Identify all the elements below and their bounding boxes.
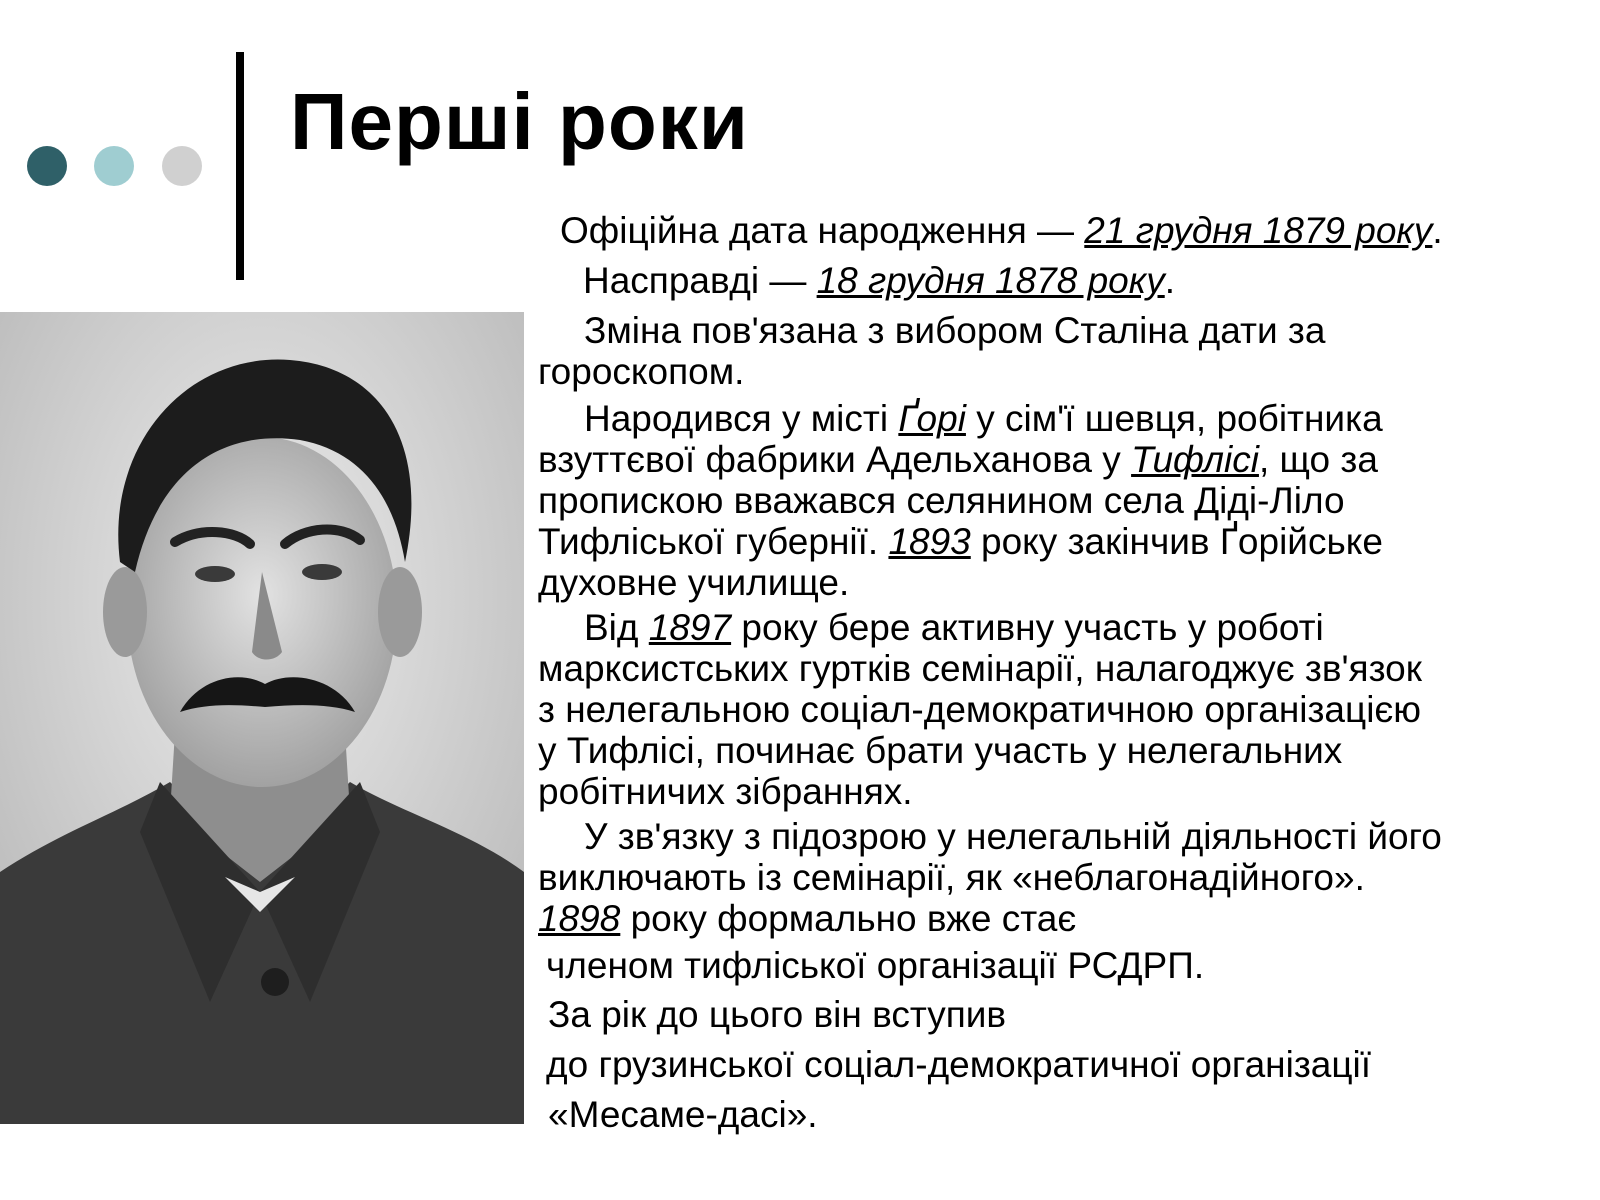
paragraph-year-before: За рік до цього він вступив bbox=[548, 994, 1007, 1035]
text-span: . bbox=[1432, 210, 1443, 251]
text-span: Тифліської губернії. bbox=[538, 521, 889, 562]
paragraph-birth-date bbox=[560, 210, 1600, 251]
portrait-photo bbox=[0, 312, 524, 1124]
text-span: року закінчив Ґорійське bbox=[970, 521, 1383, 562]
text-span: взуттєвої фабрики Адельханова у bbox=[538, 439, 1132, 480]
text-span: року бере активну участь у роботі bbox=[731, 607, 1324, 648]
link-1898[interactable]: 1898 bbox=[538, 898, 621, 939]
paragraph-mesame-dasi: «Месаме-дасі». bbox=[548, 1094, 818, 1135]
link-tiflis[interactable]: Тифлісі bbox=[1131, 439, 1259, 480]
text-span: у Тифлісі, починає брати участь у нелегальних bbox=[538, 730, 1343, 771]
text-span: У зв'язку з підозрою у нелегальній діяльності його bbox=[584, 816, 1442, 857]
paragraph-real-birth-date bbox=[583, 260, 1600, 301]
text-span: виключають із семінарії, як «неблагонадійного». bbox=[538, 857, 1365, 898]
text-span: у сім'ї шевця, робітника bbox=[965, 398, 1383, 439]
link-gori[interactable]: Ґорі bbox=[898, 398, 966, 439]
link-1897[interactable]: 1897 bbox=[648, 607, 732, 648]
text-span: з нелегальною соціал-демократичною організацією bbox=[538, 689, 1422, 730]
text-span: Насправді — bbox=[583, 260, 817, 301]
text-span: Народився у місті bbox=[584, 398, 899, 439]
text-line: Зміна пов'язана з вибором Сталіна дати за bbox=[584, 310, 1326, 351]
decor-dot-light bbox=[94, 146, 134, 186]
paragraph-expulsion bbox=[538, 816, 1583, 939]
link-official-birth-date[interactable]: 21 грудня 1879 року bbox=[1084, 210, 1433, 251]
text-span: Офіційна дата народження — bbox=[560, 210, 1085, 251]
text-line: гороскопом. bbox=[538, 351, 745, 392]
text-span: марксистських гуртків семінарії, налагоджує зв'язок bbox=[538, 648, 1422, 689]
paragraph-marxist-circles bbox=[538, 607, 1583, 812]
decor-dot-grey bbox=[162, 146, 202, 186]
paragraph-birthplace bbox=[538, 398, 1583, 603]
text-span: . bbox=[1164, 260, 1175, 301]
text-span: , що за bbox=[1258, 439, 1378, 480]
text-span: року формально вже стає bbox=[620, 898, 1077, 939]
decor-dot-dark bbox=[27, 146, 67, 186]
paragraph-rsdrp-member: членом тифліської організації РСДРП. bbox=[546, 945, 1205, 986]
paragraph-georgian-org: до грузинської соціал-демократичної організації bbox=[546, 1044, 1372, 1085]
title-divider bbox=[236, 52, 244, 280]
text-span: робітничих зібраннях. bbox=[538, 771, 913, 812]
paragraph-date-change bbox=[538, 310, 1583, 392]
slide-title: Перші роки bbox=[290, 77, 749, 166]
link-real-birth-date[interactable]: 18 грудня 1878 року bbox=[816, 260, 1165, 301]
link-1893[interactable]: 1893 bbox=[888, 521, 971, 562]
text-span: пропискою вважався селянином села Діді-Ліло bbox=[538, 480, 1345, 521]
text-span: духовне училище. bbox=[538, 562, 850, 603]
text-span: Від bbox=[584, 607, 649, 648]
